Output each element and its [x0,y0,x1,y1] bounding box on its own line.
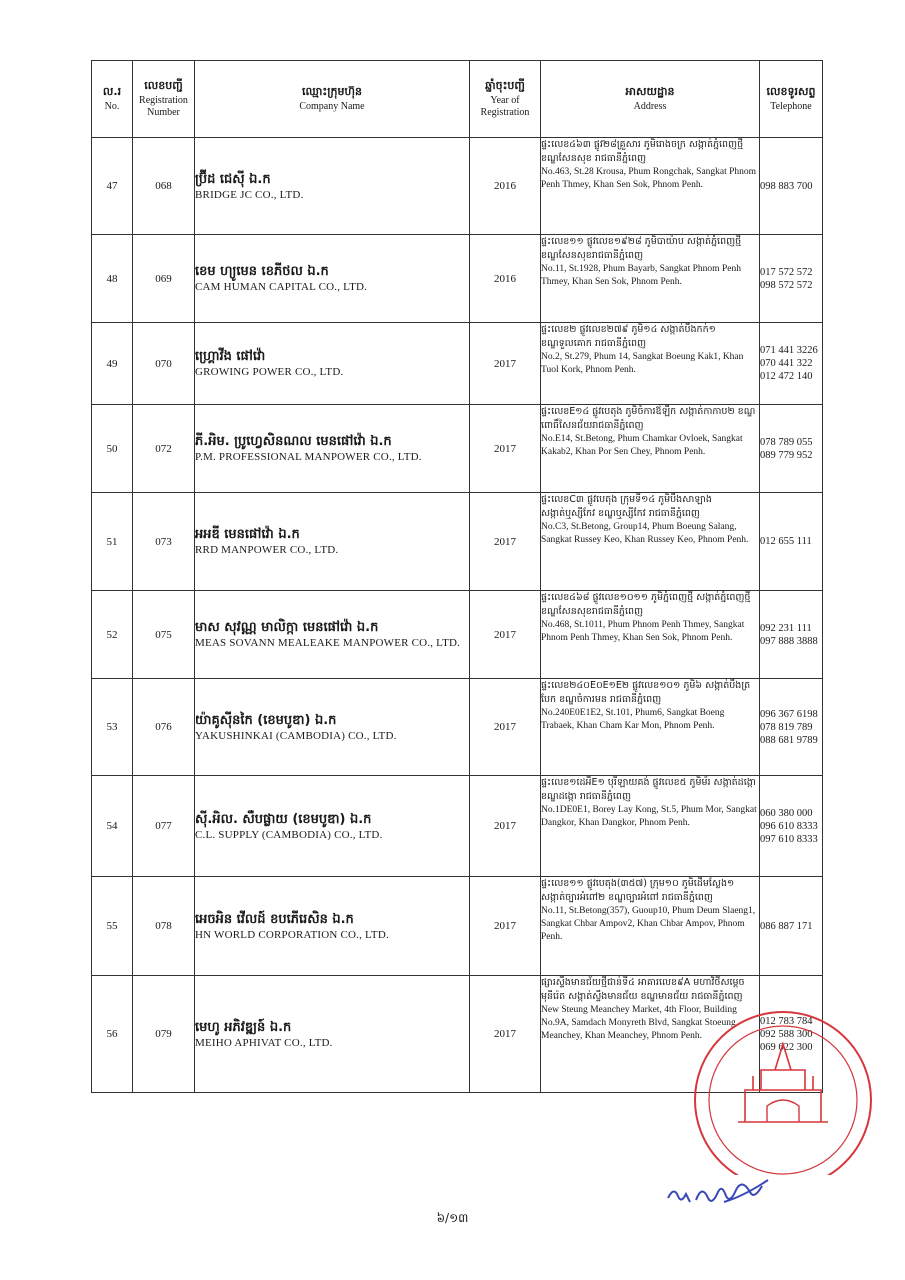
phone-number: 098 883 700 [760,180,813,192]
address-cell [541,679,760,776]
address-cell [541,323,760,405]
address-cell [541,138,760,235]
address-cell [541,493,760,591]
phone-number: 070 441 322 [760,358,813,369]
table-row [92,877,823,976]
phone-number: 069 622 300 [760,1041,813,1053]
row-number: 48 [92,235,133,323]
address-english: No.2, St.279, Phum 14, Sangkat Boeung Kak1, Khan Tuol Kork, Phnom Penh. [541,352,744,375]
phone-number: 092 588 300 [760,1028,813,1040]
address-english: No.463, St.28 Krousa, Phum Rongchak, Sangkat Phnom Penh Thmey, Khan Sen Sok, Phnom Penh. [541,167,757,190]
company-name-cell [195,235,470,323]
phone-number: 078 819 789 [760,721,813,733]
telephone-cell [760,138,823,235]
registration-number: 068 [133,138,195,235]
telephone-cell [760,323,823,405]
company-name-cell [195,591,470,679]
address-khmer: ផ្ទះលេខ៤៦៨ ផ្លូវលេខ១០១១ ភូមិភ្នំពេញថ្មី សង្កាត់ភ្នំពេញថ្មី ខណ្ឌសែនសុខរាជធានីភ្នំពេញ [541,592,751,617]
company-name-english: P.M. PROFESSIONAL MANPOWER CO., LTD. [195,451,422,463]
telephone-cell [760,591,823,679]
company-name-english: HN WORLD CORPORATION CO., LTD. [195,928,389,941]
registration-year: 2017 [470,976,541,1093]
address-cell [541,405,760,493]
page-number: ៦/១៣ [436,1211,469,1225]
phone-number: 096 610 8333 [760,820,818,832]
address-cell [541,235,760,323]
company-name-khmer: ប្រ៊ីដ ជេស៊ី ឯ.ក [195,171,271,187]
registration-number: 075 [133,591,195,679]
address-khmer: ផ្ទះលេខ២ ផ្លូវលេខ២៧៩ ភូមិ១៤ សង្កាត់បឹងកក់១ ខណ្ឌទួលគោក រាជធានីភ្នំពេញ [541,324,716,349]
phone-number: 098 572 572 [760,279,813,291]
table-row [92,405,823,493]
company-name-english: MEIHO APHIVAT CO., LTD. [195,1036,333,1049]
registration-year: 2017 [470,877,541,976]
address-english: No.468, St.1011, Phum Phnom Penh Thmey, Sangkat Phnom Penh Thmey, Khan Sen Sok, Phnom Penh. [541,620,745,643]
registration-table [91,60,823,1093]
table-row [92,323,823,405]
table-header-row [92,61,823,138]
address-english: No.1DE0E1, Borey Lay Kong, St.5, Phum Mor, Sangkat Dangkor, Khan Dangkor, Phnom Penh. [541,805,757,828]
table-body [92,138,823,1093]
address-khmer: ផ្ទះលេខ២៤០E០E១E២ ផ្លូវលេខ១០១ ភូមិ៦ សង្កាត់បឹងត្របែក ខណ្ឌចំការមន រាជធានីភ្នំពេញ [541,680,751,705]
company-name-khmer: មាស សុវណ្ណ មាលិក្កា មេនផៅវ៉ោ ឯ.ក [195,620,379,635]
registration-number: 072 [133,405,195,493]
company-name-khmer: អអឌី មេនផៅវ៉ោ ឯ.ក [195,527,300,542]
table-row [92,679,823,776]
address-khmer: ផ្សារស្ទឹងមានជ័យថ្មីជាន់ទី៤ អាគារលេខ៩A មហាវិថីសម្តេចមុនីរ៉េត សង្កាត់ស្ទឹងមានជ័យ ខណ្ឌមានជ័យ រាជធានីភ្នំពេញ [541,977,745,1002]
phone-number: 097 888 3888 [760,635,818,647]
phone-number: 060 380 000 [760,807,813,819]
phone-number: 092 231 111 [760,622,812,634]
address-khmer: ផ្ទះលេខ១ដេអឺE១ បុរីឡាយគង់ ផ្លូវលេខ៥ ភូមិម័រ សង្កាត់ដង្កោ ខណ្ឌដង្កោ រាជធានីភ្នំពេញ [541,777,756,802]
company-name-english: BRIDGE JC CO., LTD. [195,188,304,201]
phone-number: 078 789 055 [760,436,813,448]
phone-number: 012 472 140 [760,371,813,382]
phone-number: 012 655 111 [760,536,812,547]
address-cell [541,877,760,976]
company-name-cell [195,493,470,591]
phone-number: 017 572 572 [760,266,813,278]
phone-number: 088 681 9789 [760,734,818,746]
address-english: No.240E0E1E2, St.101, Phum6, Sangkat Boeng Trabaek, Khan Cham Kar Mon, Phnom Penh. [541,708,725,731]
company-name-cell [195,776,470,877]
company-name-khmer: អេចអិន វើលដ៍ ខបភើរេសិន ឯ.ក [195,911,354,927]
registration-year: 2017 [470,679,541,776]
company-name-khmer: យ៉ាគូស៊ីនកៃ (ខេមបូឌា) ឯ.ក [195,712,337,728]
company-name-cell [195,405,470,493]
header-year: ឆ្នាំចុះបញ្ជី Year of Registration [470,61,541,138]
phone-number: 012 783 784 [760,1015,813,1027]
registration-number: 078 [133,877,195,976]
address-khmer: ផ្ទះលេខ១១ ផ្លូវបេតុង(៣៥៧) ក្រុម១០ ភូមិដើមស្លែង១ សង្កាត់ច្បារអំពៅ២ ខណ្ឌច្បារអំពៅ រាជធានីភ្នំពេញ [541,878,735,903]
table-row [92,235,823,323]
company-name-english: C.L. SUPPLY (CAMBODIA) CO., LTD. [195,828,383,841]
registration-number: 073 [133,493,195,591]
registration-year: 2017 [470,591,541,679]
table-row [92,591,823,679]
official-seal-stamp [683,1010,883,1175]
company-name-english: YAKUSHINKAI (CAMBODIA) CO., LTD. [195,729,397,742]
company-name-english: RRD MANPOWER CO., LTD. [195,544,339,556]
company-name-khmer: ហ្គ្រោវីង ផៅវ៉ោ [195,349,266,364]
row-number: 54 [92,776,133,877]
row-number: 52 [92,591,133,679]
telephone-cell [760,493,823,591]
row-number: 56 [92,976,133,1093]
registration-number: 070 [133,323,195,405]
header-telephone: លេខទូរសព្ទ Telephone [760,61,823,138]
company-name-cell [195,679,470,776]
registration-year: 2016 [470,235,541,323]
company-name-cell [195,877,470,976]
company-name-khmer: ស៊ី.អិល. សឺបផ្លាយ (ខេមបូឌា) ឯ.ក [195,811,372,827]
company-name-english: CAM HUMAN CAPITAL CO., LTD. [195,281,368,293]
address-english: No.11, St.Betong(357), Guoup10, Phum Deum Slaeng1, Sangkat Chbar Ampov2, Khan Chbar Ampov, Phnom Penh. [541,906,756,942]
company-name-cell [195,138,470,235]
address-english: No.E14, St.Betong, Phum Chamkar Ovloek, Sangkat Kakab2, Khan Por Sen Chey, Phnom Penh. [541,434,743,457]
row-number: 47 [92,138,133,235]
address-english: New Steung Meanchey Market, 4th Floor, Building No.9A, Samdach Monyreth Blvd, Sangkat Stoeung Meanchey, Khan Meanchey, Phnom Penh. [541,1005,737,1041]
company-name-cell [195,976,470,1093]
address-english: No.11, St.1928, Phum Bayarb, Sangkat Phnom Penh Thmey, Khan Sen Sok, Phnom Penh. [541,264,741,287]
address-khmer: ផ្ទះលេខ៤៦៣ ផ្លូវ២៨គ្រួសារ ភូមិរោងចក្រ សង្កាត់ភ្នំពេញថ្មី ខណ្ឌសែនសុខ រាជធានីភ្នំពេញ [541,139,744,164]
handwritten-signature [664,1172,784,1212]
header-address: អាសយដ្ឋាន Address [541,61,760,138]
company-name-english: GROWING POWER CO., LTD. [195,366,344,378]
address-cell [541,591,760,679]
registration-year: 2017 [470,323,541,405]
address-khmer: ផ្ទះលេខ១១ ផ្លូវលេខ១៩២៨ ភូមិបាយ៉ាប សង្កាត់ភ្នំពេញថ្មី ខណ្ឌសែនសុខរាជធានីភ្នំពេញ [541,236,742,261]
telephone-cell [760,776,823,877]
registration-year: 2017 [470,776,541,877]
address-khmer: ផ្ទះលេខC៣ ផ្លូវបេតុង ក្រុមទី១៤ ភូមិបឹងសាឡាង សង្កាត់ឬស្សីកែវ ខណ្ឌឬស្សីកែវ រាជធានីភ្នំពេញ [541,494,712,519]
registration-number: 076 [133,679,195,776]
row-number: 50 [92,405,133,493]
registration-number: 079 [133,976,195,1093]
registration-year: 2017 [470,493,541,591]
company-name-khmer: ខេម ហ្យូមេន ខេភីថល ឯ.ក [195,264,329,279]
company-name-khmer: ភី.អិម. ប្រូហ្វេសិនណល មេនផៅវ៉ោ ឯ.ក [195,434,392,449]
header-company-name: ឈ្មោះក្រុមហ៊ុន Company Name [195,61,470,138]
telephone-cell [760,235,823,323]
address-english: No.C3, St.Betong, Group14, Phum Boeung Salang, Sangkat Russey Keo, Khan Russey Keo, Phnom Penh. [541,522,749,545]
table-row [92,776,823,877]
header-no: ល.រ No. [92,61,133,138]
table-row [92,138,823,235]
telephone-cell [760,877,823,976]
address-khmer: ផ្ទះលេខE១៤ ផ្លូវបេតុង ភូមិចំការឪឡឹក សង្កាត់កាកាប២ ខណ្ឌពោធិ៍សែនជ័យរាជធានីភ្នំពេញ [541,406,756,431]
registration-number: 069 [133,235,195,323]
address-cell [541,776,760,877]
registration-year: 2017 [470,405,541,493]
phone-number: 097 610 8333 [760,833,818,845]
company-name-english: MEAS SOVANN MEALEAKE MANPOWER CO., LTD. [195,637,461,649]
telephone-cell [760,679,823,776]
phone-number: 086 887 171 [760,920,813,932]
telephone-cell [760,405,823,493]
phone-number: 089 779 952 [760,449,813,461]
header-registration-number: លេខបញ្ជី Registration Number [133,61,195,138]
phone-number: 096 367 6198 [760,708,818,720]
row-number: 49 [92,323,133,405]
row-number: 53 [92,679,133,776]
phone-number: 071 441 3226 [760,345,818,356]
row-number: 55 [92,877,133,976]
company-name-cell [195,323,470,405]
company-name-khmer: មេហូ អភិវឌ្ឍន៍ ឯ.ក [195,1019,292,1035]
registration-year: 2016 [470,138,541,235]
registration-number: 077 [133,776,195,877]
row-number: 51 [92,493,133,591]
table-row [92,493,823,591]
